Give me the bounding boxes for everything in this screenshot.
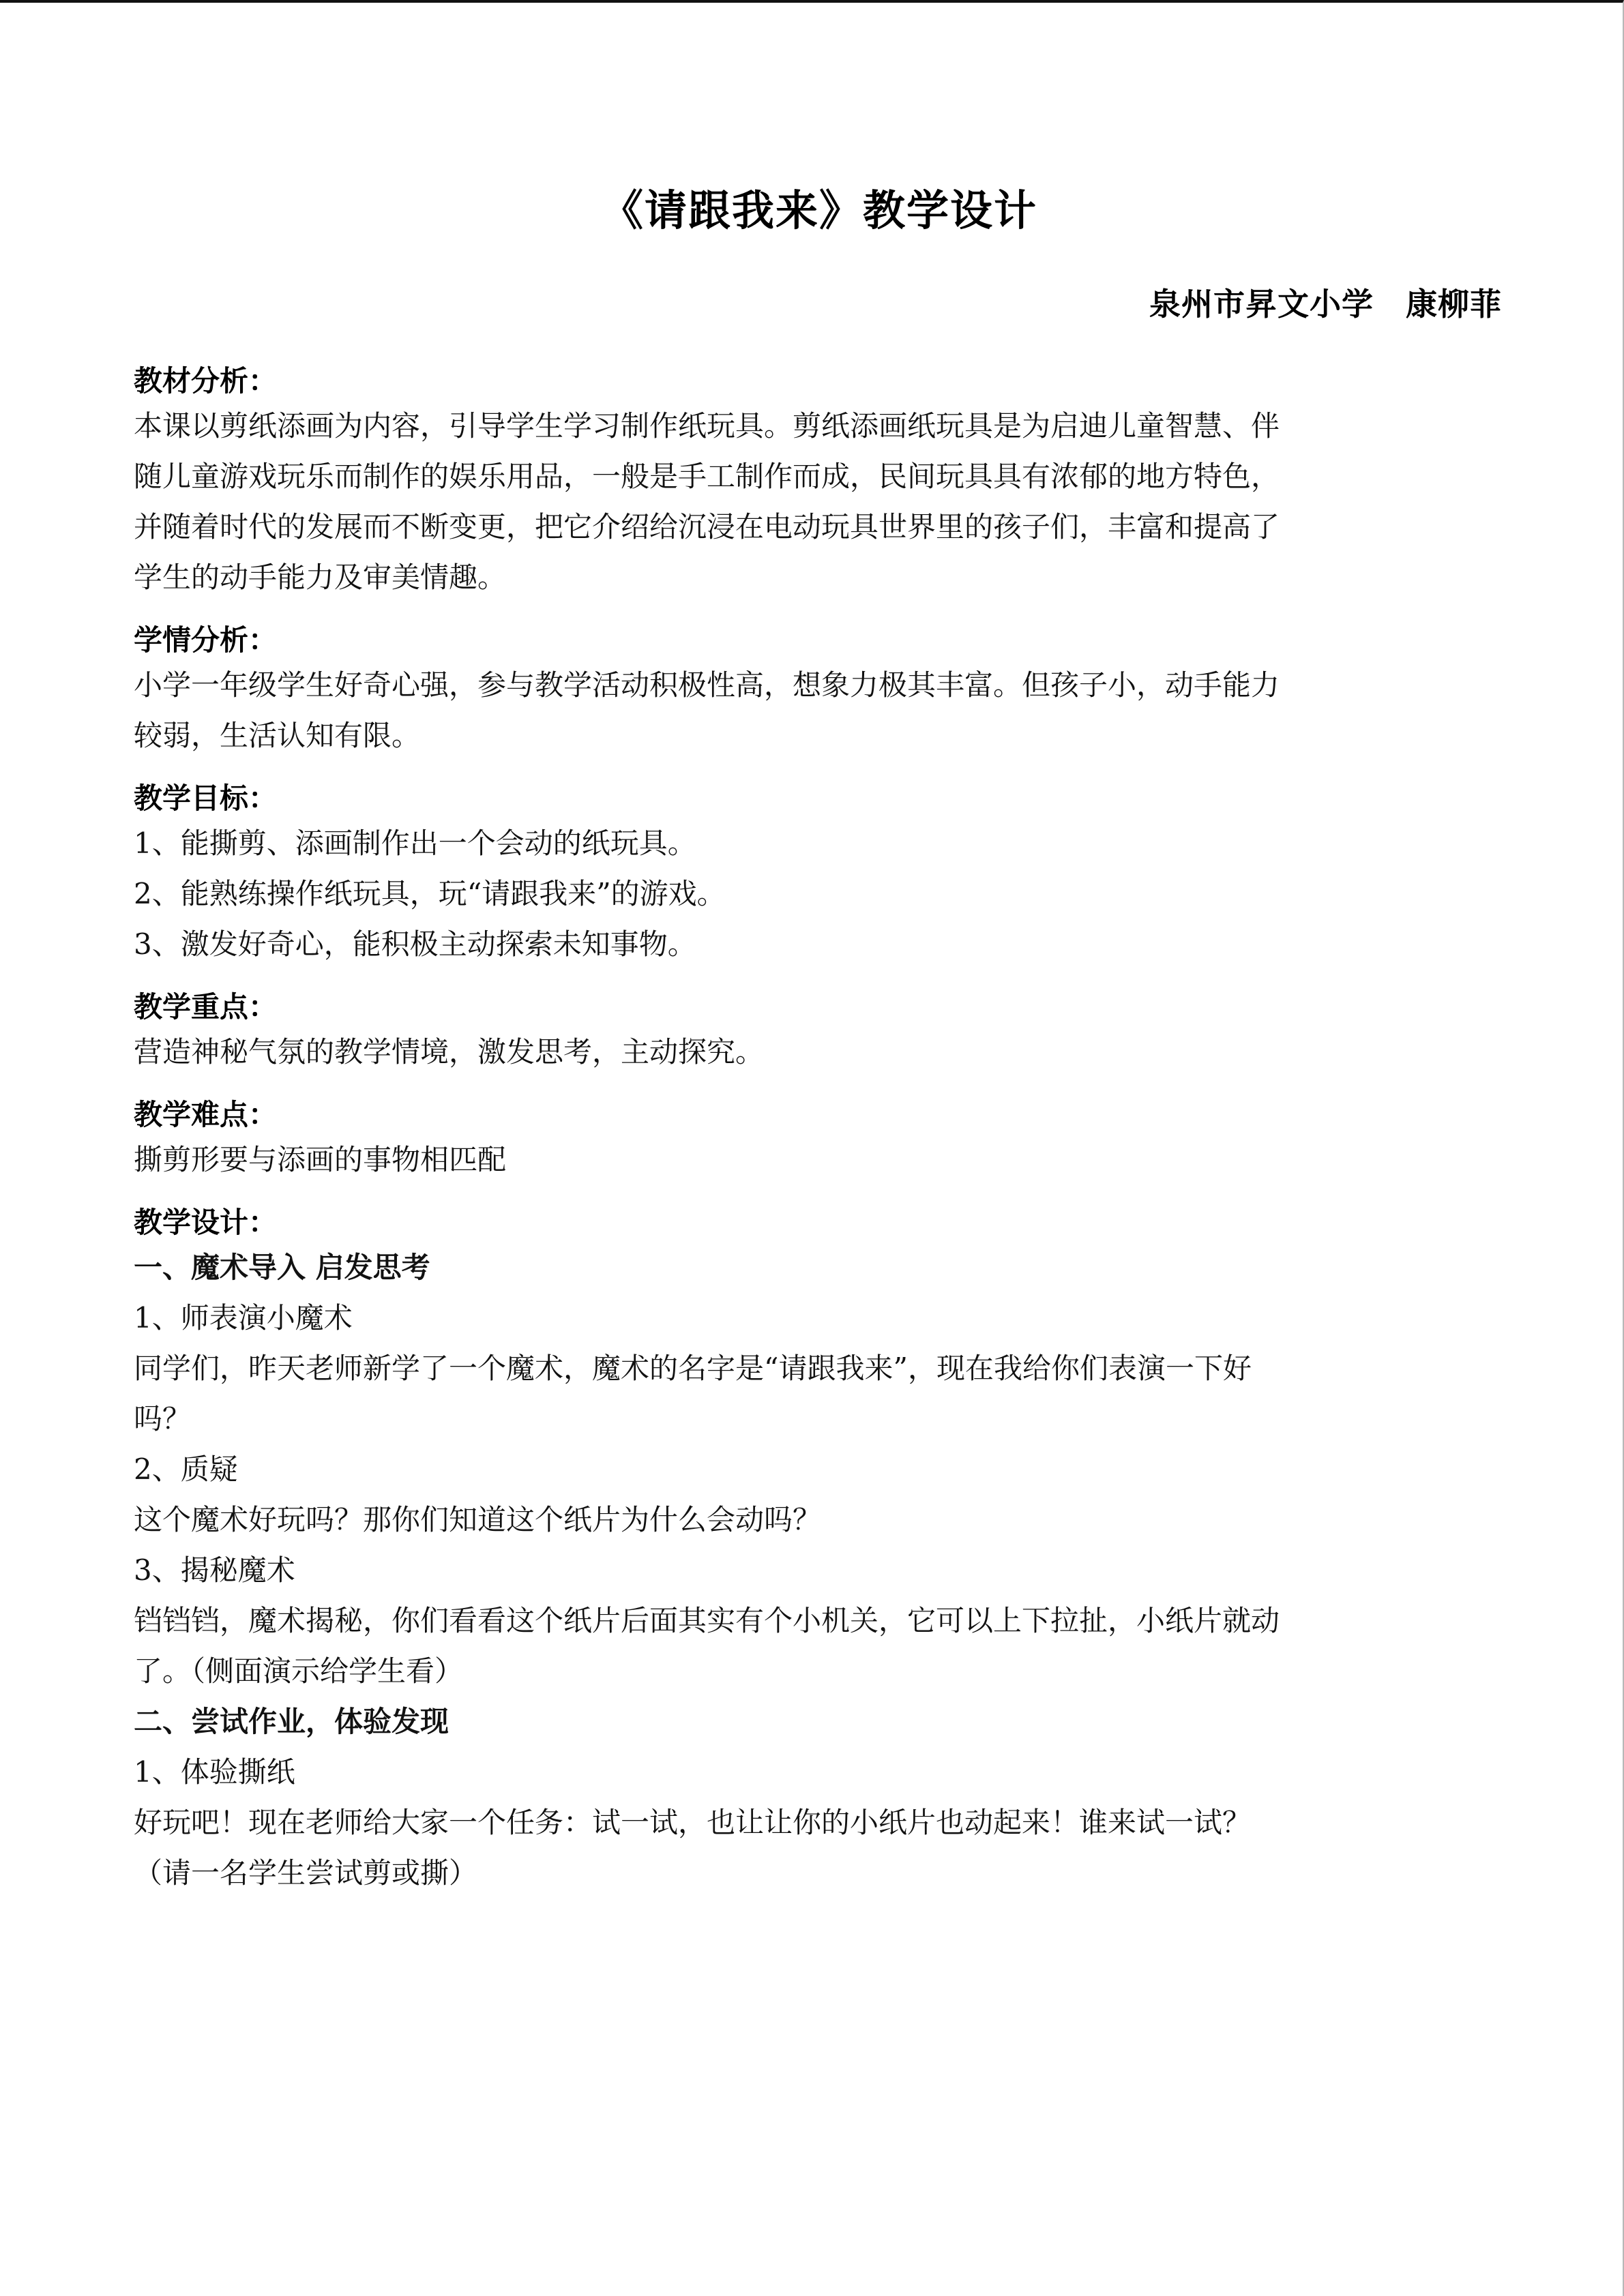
text-line: 铛铛铛，魔术揭秘，你们看看这个纸片后面其实有个小机关，它可以上下拉扯，小纸片就动 xyxy=(134,1603,1280,1637)
section-body-key-point xyxy=(134,1027,1505,1077)
step-label-experience-tearing: 1、体验撕纸 xyxy=(134,1755,295,1789)
section-body-textbook-analysis xyxy=(134,401,1505,603)
step-body-question xyxy=(134,1495,1505,1545)
objective-item: 2、能熟练操作纸玩具，玩“请跟我来”的游戏。 xyxy=(134,876,726,910)
section-body-student-analysis xyxy=(134,660,1505,761)
section-heading-design: 教学设计： xyxy=(134,1205,278,1239)
page-title: 《请跟我来》教学设计 xyxy=(600,185,1037,235)
text-line: 小学一年级学生好奇心强，参与教学活动积极性高，想象力极其丰富。但孩子小，动手能力 xyxy=(134,668,1280,702)
step-body-experience-tearing xyxy=(134,1798,1505,1898)
text-line: 较弱，生活认知有限。 xyxy=(134,718,421,752)
step-label-reveal-magic: 3、揭秘魔术 xyxy=(134,1553,295,1587)
section-heading-objectives: 教学目标： xyxy=(134,781,278,815)
text-line: 吗？ xyxy=(134,1401,192,1435)
subsection-heading-part-two: 二、尝试作业，体验发现 xyxy=(134,1704,449,1738)
author-byline: 泉州市昇文小学 康柳菲 xyxy=(1149,286,1502,323)
text-line: （请一名学生尝试剪或撕） xyxy=(134,1855,478,1890)
section-heading-textbook-analysis: 教材分析： xyxy=(134,363,278,398)
step-label-question: 2、质疑 xyxy=(134,1452,238,1486)
objective-item: 3、激发好奇心，能积极主动探索未知事物。 xyxy=(134,927,696,961)
text-line: 同学们，昨天老师新学了一个魔术，魔术的名字是“请跟我来”，现在我给你们表演一下好 xyxy=(134,1351,1252,1385)
objective-item: 1、能撕剪、添画制作出一个会动的纸玩具。 xyxy=(134,826,696,860)
step-label-perform-magic: 1、师表演小魔术 xyxy=(134,1300,353,1335)
document-body xyxy=(134,3,1505,1898)
text-line: 本课以剪纸添画为内容，引导学生学习制作纸玩具。剪纸添画纸玩具是为启迪儿童智慧、伴 xyxy=(134,408,1280,443)
text-line: 好玩吧！现在老师给大家一个任务：试一试，也让让你的小纸片也动起来！谁来试一试？ xyxy=(134,1805,1252,1839)
section-heading-key-point: 教学重点： xyxy=(134,989,278,1024)
text-line: 学生的动手能力及审美情趣。 xyxy=(134,560,507,594)
text-line: 撕剪形要与添画的事物相匹配 xyxy=(134,1142,507,1176)
text-line: 了。（侧面演示给学生看） xyxy=(134,1654,464,1688)
section-heading-difficulty: 教学难点： xyxy=(134,1097,278,1131)
section-heading-student-analysis: 学情分析： xyxy=(134,623,278,657)
text-line: 随儿童游戏玩乐而制作的娱乐用品，一般是手工制作而成，民间玩具具有浓郁的地方特色， xyxy=(134,459,1280,493)
text-line: 营造神秘气氛的教学情境，激发思考，主动探究。 xyxy=(134,1034,765,1069)
text-line: 这个魔术好玩吗？那你们知道这个纸片为什么会动吗？ xyxy=(134,1502,822,1536)
section-body-objectives xyxy=(134,818,1505,970)
subsection-heading-part-one: 一、魔术导入 启发思考 xyxy=(134,1250,430,1284)
step-body-reveal-magic xyxy=(134,1596,1505,1697)
step-body-perform-magic xyxy=(134,1343,1505,1444)
text-line: 并随着时代的发展而不断变更，把它介绍给沉浸在电动玩具世界里的孩子们，丰富和提高了 xyxy=(134,509,1280,543)
section-body-difficulty xyxy=(134,1135,1505,1185)
